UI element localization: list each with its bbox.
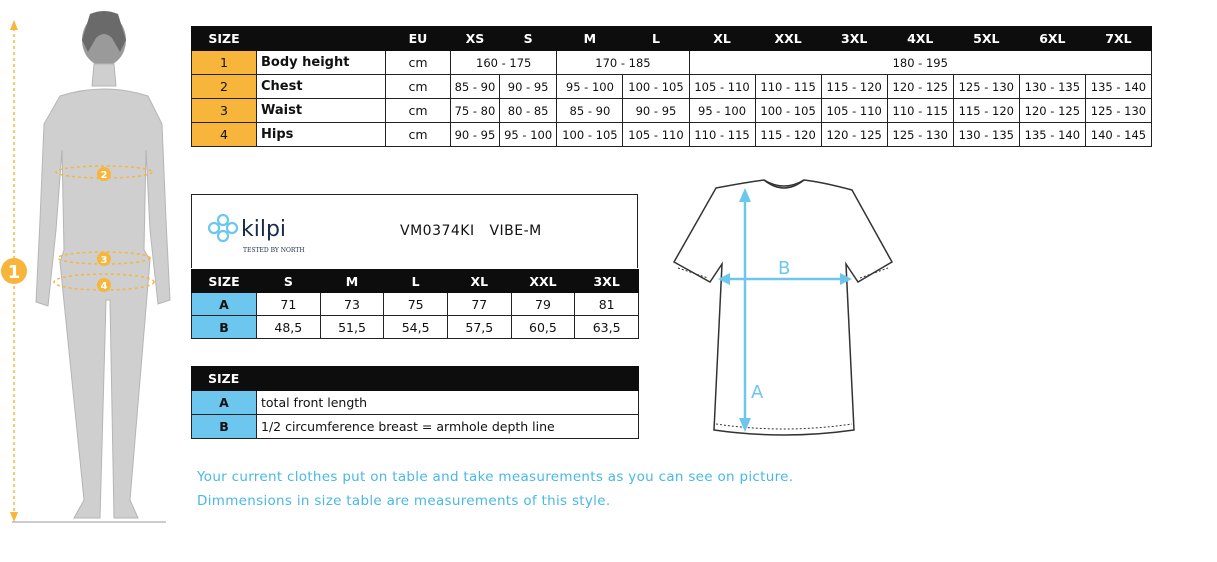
value-cell: 125 - 130 xyxy=(1085,99,1151,123)
legend-table-header xyxy=(192,367,639,391)
value-cell: 105 - 110 xyxy=(821,99,887,123)
figure-marker-1: 1 xyxy=(7,262,21,283)
value-cell: 71 xyxy=(257,293,321,316)
value-cell: 54,5 xyxy=(384,316,448,339)
value-cell: 115 - 120 xyxy=(821,75,887,99)
row-number: 2 xyxy=(192,75,257,99)
header-cell: S xyxy=(499,27,556,51)
value-cell: 85 - 90 xyxy=(451,75,500,99)
value-cell: 80 - 85 xyxy=(499,99,556,123)
row-name: Chest xyxy=(257,75,386,99)
header-cell: 4XL xyxy=(887,27,953,51)
header-cell: L xyxy=(623,27,689,51)
value-cell: 140 - 145 xyxy=(1085,123,1151,147)
value-cell: 100 - 105 xyxy=(755,99,821,123)
value-cell: 120 - 125 xyxy=(821,123,887,147)
header-cell: SIZE xyxy=(192,27,257,51)
table-row xyxy=(192,293,639,316)
height-range-cell: 170 - 185 xyxy=(557,51,689,75)
row-unit: cm xyxy=(386,75,451,99)
value-cell: 81 xyxy=(575,293,639,316)
kilpi-logo xyxy=(205,204,305,256)
value-cell: 85 - 90 xyxy=(557,99,623,123)
size-table xyxy=(191,26,1152,147)
header-cell: 5XL xyxy=(953,27,1019,51)
table-row xyxy=(192,415,639,439)
figure-marker-4: 4 xyxy=(100,281,108,292)
header-cell: L xyxy=(384,270,448,293)
header-cell: SIZE xyxy=(192,367,639,391)
tshirt-diagram xyxy=(668,178,898,440)
header-cell: XL xyxy=(689,27,755,51)
table-row xyxy=(192,51,1152,75)
row-label: B xyxy=(192,316,257,339)
size-table-header xyxy=(192,27,1152,51)
header-cell: 3XL xyxy=(821,27,887,51)
value-cell: 125 - 130 xyxy=(953,75,1019,99)
header-cell: XL xyxy=(447,270,511,293)
row-name: Body height xyxy=(257,51,386,75)
value-cell: 90 - 95 xyxy=(499,75,556,99)
value-cell: 110 - 115 xyxy=(755,75,821,99)
value-cell: 95 - 100 xyxy=(689,99,755,123)
product-title: VM0374KI VIBE-M xyxy=(400,223,542,239)
value-cell: 120 - 125 xyxy=(887,75,953,99)
header-cell: S xyxy=(257,270,321,293)
header-cell: XS xyxy=(451,27,500,51)
figure-marker-2: 2 xyxy=(100,170,108,181)
shirt-label-b: B xyxy=(778,258,791,279)
legend-description: 1/2 circumference breast = armhole depth line xyxy=(257,415,639,439)
row-number: 4 xyxy=(192,123,257,147)
logo-text: kilpi xyxy=(241,217,287,242)
row-name: Waist xyxy=(257,99,386,123)
header-cell: EU xyxy=(386,27,451,51)
header-cell: 3XL xyxy=(575,270,639,293)
header-cell: M xyxy=(557,27,623,51)
row-label: B xyxy=(192,415,257,439)
value-cell: 130 - 135 xyxy=(1019,75,1085,99)
value-cell: 100 - 105 xyxy=(557,123,623,147)
value-cell: 60,5 xyxy=(511,316,575,339)
value-cell: 90 - 95 xyxy=(451,123,500,147)
value-cell: 79 xyxy=(511,293,575,316)
table-row xyxy=(192,316,639,339)
measurement-table xyxy=(191,269,639,339)
row-unit: cm xyxy=(386,123,451,147)
shirt-label-a: A xyxy=(751,382,764,403)
value-cell: 51,5 xyxy=(320,316,384,339)
row-label: A xyxy=(192,293,257,316)
measurement-table-header xyxy=(192,270,639,293)
legend-table xyxy=(191,366,639,439)
header-cell: XXL xyxy=(755,27,821,51)
value-cell: 90 - 95 xyxy=(623,99,689,123)
instruction-note: Dimmensions in size table are measurements of this style. xyxy=(197,493,611,509)
row-number: 1 xyxy=(192,51,257,75)
table-row xyxy=(192,391,639,415)
height-range-cell: 180 - 195 xyxy=(689,51,1152,75)
value-cell: 57,5 xyxy=(447,316,511,339)
header-cell: M xyxy=(320,270,384,293)
value-cell: 100 - 105 xyxy=(623,75,689,99)
value-cell: 75 - 80 xyxy=(451,99,500,123)
header-cell xyxy=(257,27,386,51)
value-cell: 95 - 100 xyxy=(557,75,623,99)
value-cell: 135 - 140 xyxy=(1085,75,1151,99)
header-cell: 6XL xyxy=(1019,27,1085,51)
value-cell: 73 xyxy=(320,293,384,316)
value-cell: 77 xyxy=(447,293,511,316)
value-cell: 135 - 140 xyxy=(1019,123,1085,147)
row-number: 3 xyxy=(192,99,257,123)
value-cell: 95 - 100 xyxy=(499,123,556,147)
value-cell: 120 - 125 xyxy=(1019,99,1085,123)
figure-marker-3: 3 xyxy=(100,255,108,266)
logo-tagline: TESTED BY NORTH xyxy=(243,247,305,254)
row-unit: cm xyxy=(386,51,451,75)
value-cell: 130 - 135 xyxy=(953,123,1019,147)
value-cell: 125 - 130 xyxy=(887,123,953,147)
legend-description: total front length xyxy=(257,391,639,415)
row-label: A xyxy=(192,391,257,415)
header-cell: XXL xyxy=(511,270,575,293)
value-cell: 105 - 110 xyxy=(689,75,755,99)
body-measurement-figure xyxy=(0,0,190,540)
header-cell: 7XL xyxy=(1085,27,1151,51)
row-name: Hips xyxy=(257,123,386,147)
value-cell: 75 xyxy=(384,293,448,316)
row-unit: cm xyxy=(386,99,451,123)
table-row xyxy=(192,123,1152,147)
value-cell: 48,5 xyxy=(257,316,321,339)
value-cell: 63,5 xyxy=(575,316,639,339)
header-cell: SIZE xyxy=(192,270,257,293)
table-row xyxy=(192,99,1152,123)
value-cell: 110 - 115 xyxy=(689,123,755,147)
height-range-cell: 160 - 175 xyxy=(451,51,557,75)
value-cell: 110 - 115 xyxy=(887,99,953,123)
instruction-note: Your current clothes put on table and take measurements as you can see on picture. xyxy=(197,469,794,485)
value-cell: 115 - 120 xyxy=(953,99,1019,123)
value-cell: 115 - 120 xyxy=(755,123,821,147)
table-row xyxy=(192,75,1152,99)
value-cell: 105 - 110 xyxy=(623,123,689,147)
